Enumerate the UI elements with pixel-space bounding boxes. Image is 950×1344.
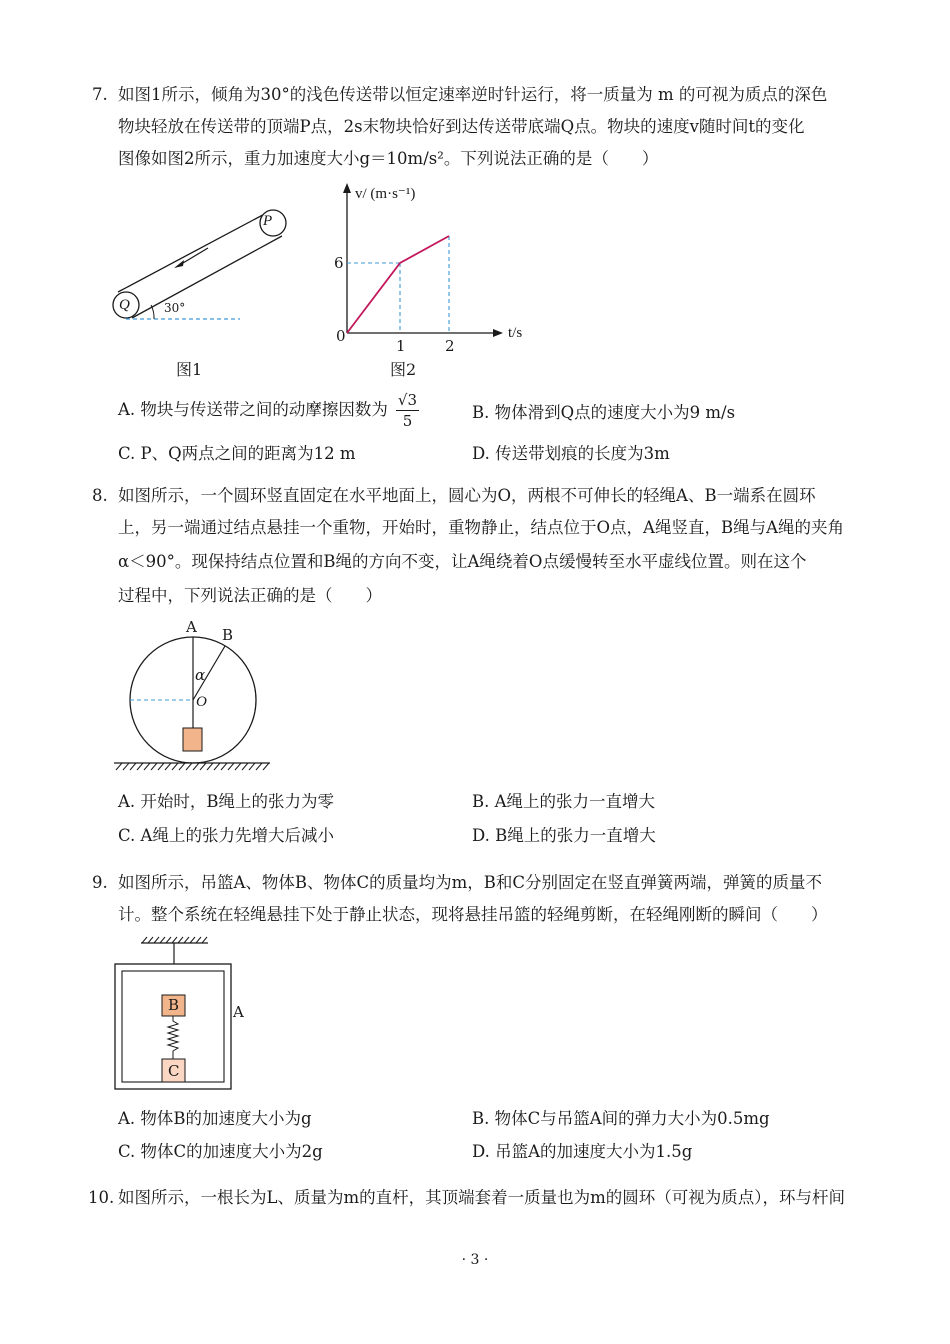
q9-option-c: C. 物体C的加速度大小为2g xyxy=(118,1142,323,1161)
q7-figure2-vt-graph xyxy=(325,180,535,350)
q7-fig2-x-tick-2: 2 xyxy=(445,337,455,355)
q7-option-a-fraction xyxy=(396,392,419,429)
q8-text-line3: α＜90°。现保持结点位置和B绳的方向不变，让A绳绕着O点缓慢转至水平虚线位置。则在这个 xyxy=(118,552,807,571)
q9-option-d: D. 吊篮A的加速度大小为1.5g xyxy=(472,1142,693,1161)
q7-fig2-x-axis-label: t/s xyxy=(508,325,523,341)
q7-fig2-y-tick-6: 6 xyxy=(334,254,344,272)
q7-option-a-numerator: √3 xyxy=(397,391,418,409)
q7-text-line3: 图像如图2所示，重力加速度大小g＝10m/s²。下列说法正确的是（ ） xyxy=(118,149,659,168)
q7-option-d: D. 传送带划痕的长度为3m xyxy=(472,444,670,463)
q8-text-line4: 过程中，下列说法正确的是（ ） xyxy=(118,586,382,605)
q8-fig-label-b: B xyxy=(222,626,234,644)
q8-fig-label-a: A xyxy=(186,618,197,636)
q9-text-line2: 计。整个系统在轻绳悬挂下处于静止状态，现将悬挂吊篮的轻绳剪断，在轻绳刚断的瞬间（ ） xyxy=(118,905,828,924)
q7-text-line2: 物块轻放在传送带的顶端P点，2s末物块恰好到达传送带底端Q点。物块的速度v随时间t的变化 xyxy=(118,117,805,136)
q7-fig2-x-tick-1: 1 xyxy=(396,337,406,355)
page-number: · 3 · xyxy=(461,1252,489,1268)
q7-fig1-caption: 图1 xyxy=(176,360,203,379)
q7-fig2-y-axis-label: v/ (m·s⁻¹) xyxy=(355,186,416,202)
q10-text-line1: 如图所示，一根长为L、质量为m的直杆，其顶端套着一质量也为m的圆环（可视为质点），环与杆间 xyxy=(118,1188,845,1207)
q7-option-a-denominator: 5 xyxy=(402,412,413,430)
q8-text-line2: 上，另一端通过结点悬挂一个重物，开始时，重物静止，结点位于O点，A绳竖直，B绳与A绳的夹角 xyxy=(118,518,844,537)
q7-option-b: B. 物体滑到Q点的速度大小为9 m/s xyxy=(472,403,736,422)
q7-number: 7. xyxy=(92,85,108,104)
q7-option-a-text: A. 物块与传送带之间的动摩擦因数为 xyxy=(118,400,388,419)
q8-option-b: B. A绳上的张力一直增大 xyxy=(472,792,656,811)
q8-fig-label-alpha: α xyxy=(195,666,206,684)
q8-text-line1: 如图所示，一个圆环竖直固定在水平地面上，圆心为O，两根不可伸长的轻绳A、B一端系在圆环 xyxy=(118,486,816,505)
q9-fig-label-b: B xyxy=(168,996,180,1014)
q7-option-a xyxy=(118,392,419,429)
q8-option-d: D. B绳上的张力一直增大 xyxy=(472,826,656,845)
q7-text-line1: 如图1所示，倾角为30°的浅色传送带以恒定速率逆时针运行，将一质量为 m 的可视为质点的深色 xyxy=(118,85,828,104)
q7-fig1-angle-label: 30° xyxy=(164,301,186,315)
q9-text-line1: 如图所示，吊篮A、物体B、物体C的质量均为m，B和C分别固定在竖直弹簧两端，弹簧的质量不 xyxy=(118,873,823,892)
q9-option-a: A. 物体B的加速度大小为g xyxy=(118,1109,312,1128)
q8-option-a: A. 开始时，B绳上的张力为零 xyxy=(118,792,335,811)
q7-option-c: C. P、Q两点之间的距离为12 m xyxy=(118,444,356,463)
q9-option-b: B. 物体C与吊篮A间的弹力大小为0.5mg xyxy=(472,1109,770,1128)
q8-figure-ring xyxy=(108,620,278,775)
q9-number: 9. xyxy=(92,873,108,892)
q10-number: 10. xyxy=(88,1188,115,1207)
q8-option-c: C. A绳上的张力先增大后减小 xyxy=(118,826,334,845)
q9-fig-label-a: A xyxy=(233,1003,244,1021)
q8-fig-label-o: O xyxy=(196,694,207,710)
q9-fig-label-c: C xyxy=(168,1062,180,1080)
q7-fig2-origin: 0 xyxy=(336,327,346,345)
q7-fig2-caption: 图2 xyxy=(390,360,417,379)
q7-fig1-label-p: P xyxy=(263,213,273,229)
q7-fig1-label-q: Q xyxy=(119,297,130,313)
q8-number: 8. xyxy=(92,486,108,505)
